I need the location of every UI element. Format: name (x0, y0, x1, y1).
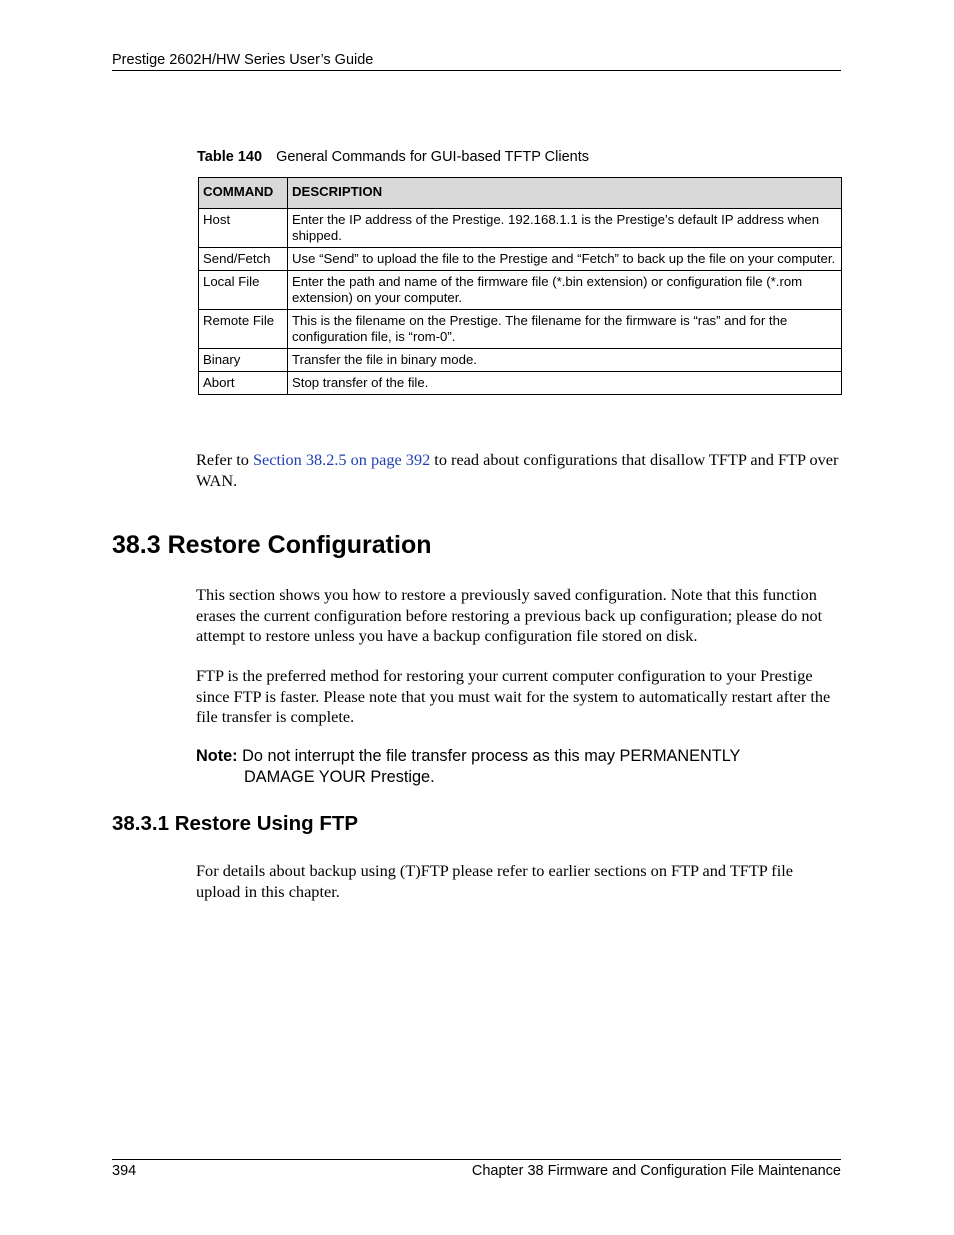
chapter-title: Chapter 38 Firmware and Configuration File Maintenance (471, 1163, 841, 1179)
guide-title: Prestige 2602H/HW Series User’s Guide (112, 52, 374, 68)
table-caption-label: Table 140 (197, 149, 263, 165)
column-header-command: COMMAND (199, 178, 288, 209)
command-cell: Send/Fetch (199, 248, 288, 271)
description-cell: Enter the IP address of the Prestige. 192.168.1.1 is the Prestige’s default IP address when shipped. (288, 209, 842, 248)
restore-ftp-paragraph: For details about backup using (T)FTP please refer to earlier sections on FTP and TFTP file upload in this chapter. (196, 861, 793, 901)
table-header-row (199, 178, 842, 209)
description-cell: Stop transfer of the file. (288, 372, 842, 395)
table-row (199, 271, 842, 310)
page-number: 394 (112, 1163, 137, 1179)
note-label: Note: (196, 747, 238, 765)
refer-text-after: to read about configurations that disallow TFTP and FTP over WAN. (196, 450, 839, 490)
refer-text-before: Refer to (196, 450, 253, 469)
warning-note (196, 746, 841, 787)
subsection-heading: 38.3.1 Restore Using FTP (112, 812, 359, 835)
command-cell: Abort (199, 372, 288, 395)
command-cell: Local File (199, 271, 288, 310)
table-row (199, 209, 842, 248)
running-header (112, 52, 841, 71)
refer-paragraph (196, 450, 841, 491)
running-footer (112, 1159, 841, 1179)
description-cell: This is the filename on the Prestige. The filename for the firmware is “ras” and for the configuration file, is “rom-0”. (288, 310, 842, 349)
ftp-preferred-paragraph: FTP is the preferred method for restoring your current computer configuration to your Prestige since FTP is faster. Please note that you must wait for the system to automatically restart after the file transfer is complete. (196, 666, 831, 726)
column-header-description: DESCRIPTION (288, 178, 842, 209)
restore-intro-paragraph: This section shows you how to restore a previously saved configuration. Note that this function erases the current configuration before restoring a previous back up configuration; please do not attempt to restore unless you have a backup configuration file stored on disk. (196, 585, 823, 645)
command-cell: Host (199, 209, 288, 248)
description-cell: Use “Send” to upload the file to the Prestige and “Fetch” to back up the file on your computer. (288, 248, 842, 271)
section-heading: 38.3 Restore Configuration (112, 531, 432, 559)
table-row (199, 372, 842, 395)
table-row (199, 310, 842, 349)
commands-table (198, 177, 842, 395)
command-cell: Binary (199, 349, 288, 372)
table-caption-text: General Commands for GUI-based TFTP Clients (276, 149, 590, 165)
note-text-second: DAMAGE YOUR Prestige. (244, 767, 435, 786)
section-link[interactable]: Section 38.2.5 on page 392 (252, 450, 431, 469)
command-cell: Remote File (199, 310, 288, 349)
table-row (199, 248, 842, 271)
description-cell: Transfer the file in binary mode. (288, 349, 842, 372)
note-text-first: Do not interrupt the file transfer process as this may PERMANENTLY (237, 747, 741, 765)
table-caption (197, 149, 589, 165)
description-cell: Enter the path and name of the firmware file (*.bin extension) or configuration file (*.rom extension) on your computer. (288, 271, 842, 310)
table-row (199, 349, 842, 372)
